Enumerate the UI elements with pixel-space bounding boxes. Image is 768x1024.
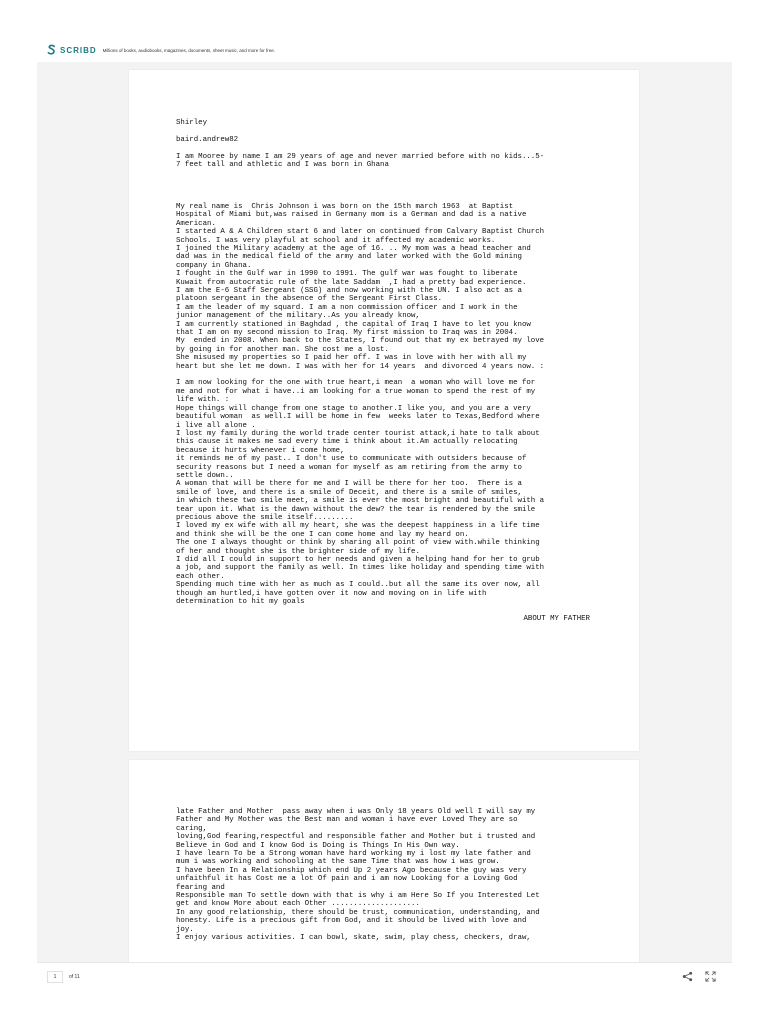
text-line: though am hurtled,i have gotten over it now and moving on in life with (176, 589, 487, 598)
text-line: I have learn To be a Strong woman have hard working my i lost my late father and (176, 850, 531, 859)
share-icon[interactable] (682, 971, 693, 982)
text-line: loving,God fearing,respectful and responsible father and Mother but i trusted and (176, 833, 536, 842)
document-page-1 (129, 70, 639, 751)
text-line: Spending much time with her as much as I could..but all the same its over now, all (176, 581, 540, 590)
blank-line (176, 144, 601, 152)
blank-line (176, 371, 601, 379)
text-line: a job, and support the family as well. In times like holiday and spending time with (176, 564, 545, 573)
text-line: unfaithful it has Cost me a lot Of pain and i am now Looking for a Loving God (176, 875, 518, 884)
blank-line (176, 606, 601, 614)
text-line: Hope things will change from one stage to another.I like you, and you are a very (176, 404, 531, 413)
text-line: Believe in God and I know God is Doing is Things In His Own way. (176, 841, 460, 850)
text-line: baird.andrew82 (176, 135, 239, 144)
text-line: in which these two smile meet, a smile is ever the most bright and beautiful with a (176, 497, 545, 506)
text-line: security reasons but I need a woman for myself as am retiring from the army to (176, 463, 522, 472)
text-line: Hospital of Miami but,was raised in Germany mom is a German and dad is a native (176, 211, 527, 220)
blank-line (176, 178, 601, 186)
text-line: it reminds me of my past.. I don't use to communicate with outsiders because of (176, 455, 527, 464)
text-line: In any good relationship, there should be trust, communication, understanding, and (176, 908, 540, 917)
text-line: The one I always thought or think by sharing all point of view with.while thinking (176, 539, 540, 548)
text-line: joy. (176, 925, 194, 934)
text-line: American. (176, 219, 216, 228)
text-line: because it hurts whenever i come home, (176, 446, 345, 455)
text-line: fearing and (176, 883, 225, 892)
text-line: Schools. I was very playful at school and it affected my academic works. (176, 236, 496, 245)
text-line: mum i was working and schooling at the same Time that was how i was grow. (176, 858, 500, 867)
text-line: tear upon it. What is the dawn without the dew? the tear is rendered by the smile (176, 505, 536, 514)
text-line: Kuwait from autocratic rule of the late Saddam ,I had a pretty bad experience. (176, 278, 527, 287)
document-viewer[interactable] (37, 62, 732, 962)
text-line: beautiful woman as well.I will be home in few weeks later to Texas,Bedford where (176, 413, 540, 422)
text-line: by going in for another man. She cost me a lost. (176, 345, 389, 354)
blank-line (176, 127, 601, 135)
text-line: Responsible man To settle down with that is why i am Here So If you Interested Let (176, 892, 540, 901)
tagline: Millions of books, audiobooks, magazines, documents, sheet music, and more for free. (102, 47, 276, 53)
text-line: My real name is Chris Johnson i was born on the 15th march 1963 at Baptist (176, 202, 514, 211)
text-line: late Father and Mother pass away when i was Only 18 years Old well I will say my (176, 808, 536, 816)
text-line: I lost my family during the world trade center tourist attack,i hate to talk about (176, 429, 540, 438)
text-line: company in Ghana. (176, 261, 252, 270)
text-line: She misused my properties so I paid her off. I was in love with her with all my (176, 354, 527, 363)
text-line: I fought in the Gulf war in 1990 to 1991. The gulf war was fought to liberate (176, 270, 518, 279)
scribd-logo[interactable] (47, 44, 97, 56)
text-line: I have been In a Relationship which end Up 2 years Ago because the guy was very (176, 866, 527, 875)
text-line: of her and thought she is the brighter side of my life. (176, 547, 420, 556)
text-line: A woman that will be there for me and I will be there for her too. There is a (176, 480, 522, 489)
text-line: I am now looking for the one with true heart,i mean a woman who will love me for (176, 379, 536, 388)
text-line: honesty. Life is a precious gift from God, and it should be lived with love and (176, 917, 527, 926)
text-line: get and know More about each Other .................... (176, 900, 420, 909)
text-line: junior management of the military..As you already know, (176, 312, 420, 321)
text-line: 7 feet tall and athletic and I was born in Ghana (176, 161, 389, 169)
text-line: Shirley (176, 119, 208, 127)
text-line: I started A & A Children start 6 and later on continued from Calvary Baptist Church (176, 228, 545, 237)
text-line: I am the E-6 Staff Sergeant (SSG) and now working with the UN. I also act as a (176, 287, 522, 296)
text-line: I did all I could in support to her needs and given a helping hand for her to grub (176, 556, 540, 565)
text-line: I enjoy various activities. I can bowl, skate, swim, play chess, checkers, draw, (176, 934, 531, 943)
text-line: each other. (176, 572, 225, 581)
fullscreen-icon[interactable] (705, 971, 716, 982)
page-2-text (176, 808, 601, 943)
text-line: this cause it makes me sad every time i think about it.Am actually relocating (176, 438, 518, 447)
text-line: smile of love, and there is a smile of Deceit, and there is a smile of smiles, (176, 488, 522, 497)
text-line: and think she will be the one I can come home and lay my heard on. (176, 530, 469, 539)
text-line: I am currently stationed in Baghdad , the capital of Iraq I have to let you know (176, 320, 531, 329)
text-line: I joined the Military academy at the age of 16. .. My mom was a head teacher and (176, 245, 531, 253)
text-line: dad was in the medical field of the army and later worked with the Gold mining (176, 253, 522, 262)
blank-line (176, 186, 601, 194)
text-line: I loved my ex wife with all my heart, she was the deepest happiness in a life time (176, 522, 540, 531)
section-heading: ABOUT MY FATHER (523, 614, 590, 623)
document-page-2 (129, 760, 639, 962)
text-line: i live all alone . (176, 421, 256, 430)
page-1-text (176, 119, 601, 623)
page-total: of 11 (69, 974, 80, 980)
text-line: platoon sergeant in the absence of the Sergeant First Class. (176, 295, 443, 304)
page-number-input[interactable]: 1 (47, 971, 63, 983)
text-line: Father and My Mother was the Best man and woman i have ever Loved They are so (176, 816, 518, 825)
text-line: I am the leader of my squard. I am a non commission officer and I work in the (176, 303, 518, 312)
scribd-logo-icon (47, 44, 56, 56)
blank-line (176, 195, 601, 203)
blank-line (176, 169, 601, 177)
text-line: caring, (176, 824, 208, 833)
text-line: determination to hit my goals (176, 598, 305, 607)
text-line: I am Mooree by name I am 29 years of age and never married before with no kids...5- (176, 152, 545, 161)
text-line: heart but she let me down. I was with her for 14 years and divorced 4 years now. : (176, 362, 545, 371)
brand-name: SCRIBD (60, 45, 97, 55)
text-line: life with. : (176, 396, 230, 405)
text-line: settle down.. (176, 471, 234, 480)
text-line: that I am on my second mission to Iraq. My first mission to Iraq was in 2004. (176, 329, 518, 338)
text-line: precious above the smile itself......... (176, 513, 354, 522)
bottom-toolbar (37, 962, 732, 991)
text-line: me and not for what i have..i am looking for a true woman to spend the rest of my (176, 387, 536, 396)
text-line: My ended in 2008. When back to the States, I found out that my ex betrayed my love (176, 337, 545, 346)
top-bar (37, 38, 732, 63)
